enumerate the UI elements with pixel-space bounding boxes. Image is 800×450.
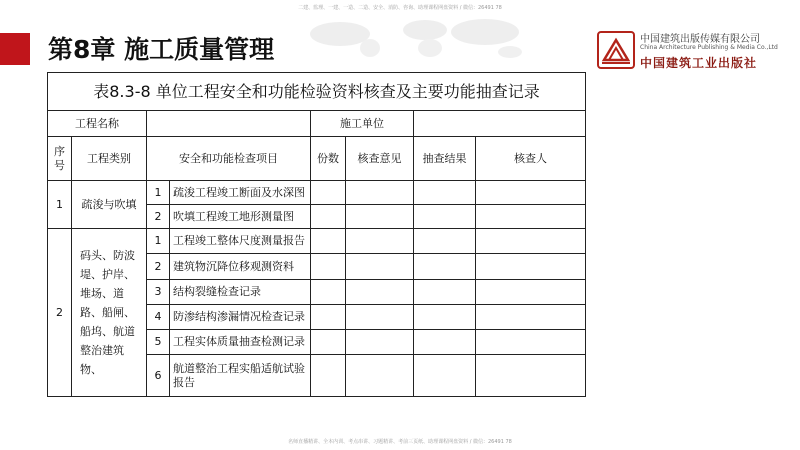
project-name-label: 工程名称 [48, 111, 147, 137]
item-number: 1 [147, 229, 170, 254]
item-text: 结构裂缝检查记录 [170, 280, 311, 305]
publisher-name-cn-2: 中国建筑工业出版社 [640, 56, 758, 70]
page-title: 第8章 施工质量管理 [48, 35, 275, 64]
publisher-name-en: China Architecture Publishing & Media Co.,Ltd [640, 44, 778, 51]
item-text: 工程实体质量抽查检测记录 [170, 330, 311, 355]
publisher-logo [596, 28, 796, 72]
item-number: 1 [147, 181, 170, 205]
result-cell [414, 205, 476, 229]
copies-cell [311, 205, 346, 229]
header-item: 安全和功能检查项目 [147, 137, 311, 181]
opinion-cell [346, 280, 414, 305]
result-cell [414, 280, 476, 305]
checker-cell [476, 330, 586, 355]
opinion-cell [346, 254, 414, 280]
project-name-value [147, 111, 311, 137]
opinion-cell [346, 205, 414, 229]
opinion-cell [346, 330, 414, 355]
top-watermark-note: 二建、监理、一建、一造、二造、安全、消防、咨询、助理课程网盘资料 / 微信：26491 78 [298, 5, 502, 11]
result-cell [414, 181, 476, 205]
item-text: 吹填工程竣工地形测量图 [170, 205, 311, 229]
result-cell [414, 229, 476, 254]
item-number: 2 [147, 254, 170, 280]
checker-cell [476, 355, 586, 397]
header-copies: 份数 [311, 137, 346, 181]
publisher-name-cn: 中国建筑出版传媒有限公司 [640, 34, 760, 45]
header-checker: 核查人 [476, 137, 586, 181]
copies-cell [311, 181, 346, 205]
result-cell [414, 330, 476, 355]
item-number: 2 [147, 205, 170, 229]
group-category: 码头、防波堤、护岸、堆场、道路、船闸、船坞、航道整治建筑物、 [72, 229, 147, 397]
header-category: 工程类别 [72, 137, 147, 181]
copies-cell [311, 330, 346, 355]
result-cell [414, 305, 476, 330]
world-map-background [300, 14, 540, 60]
copies-cell [311, 280, 346, 305]
checker-cell [476, 229, 586, 254]
item-text: 工程竣工整体尺度测量报告 [170, 229, 311, 254]
checker-cell [476, 205, 586, 229]
item-number: 3 [147, 280, 170, 305]
copies-cell [311, 229, 346, 254]
title-accent-bar [0, 33, 30, 65]
result-cell [414, 355, 476, 397]
header-seq: 序号 [48, 137, 72, 181]
header-opinion: 核查意见 [346, 137, 414, 181]
checker-cell [476, 254, 586, 280]
opinion-cell [346, 305, 414, 330]
group-seq: 2 [48, 229, 72, 397]
result-cell [414, 254, 476, 280]
table-row [48, 181, 586, 205]
table-title: 表8.3-8 单位工程安全和功能检验资料核查及主要功能抽查记录 [48, 73, 586, 111]
item-number: 5 [147, 330, 170, 355]
bottom-watermark-note: 名师直播精讲、全本内训、考点串讲、习题精讲、考前三页纸、助理课程网盘资料 / 微信：26491 78 [288, 439, 512, 445]
item-text: 建筑物沉降位移观测资料 [170, 254, 311, 280]
copies-cell [311, 355, 346, 397]
group-category: 疏浚与吹填 [72, 181, 147, 229]
item-number: 6 [147, 355, 170, 397]
table-row [48, 229, 586, 254]
checker-cell [476, 305, 586, 330]
item-text: 航道整治工程实船适航试验报告 [170, 355, 311, 397]
construction-unit-value [414, 111, 586, 137]
copies-cell [311, 305, 346, 330]
opinion-cell [346, 181, 414, 205]
publisher-logo-icon [596, 30, 636, 70]
checker-cell [476, 181, 586, 205]
construction-unit-label: 施工单位 [311, 111, 414, 137]
group-seq: 1 [48, 181, 72, 229]
inspection-record-table [47, 72, 586, 397]
item-number: 4 [147, 305, 170, 330]
item-text: 防渗结构渗漏情况检查记录 [170, 305, 311, 330]
checker-cell [476, 280, 586, 305]
opinion-cell [346, 229, 414, 254]
opinion-cell [346, 355, 414, 397]
copies-cell [311, 254, 346, 280]
header-result: 抽查结果 [414, 137, 476, 181]
item-text: 疏浚工程竣工断面及水深图 [170, 181, 311, 205]
